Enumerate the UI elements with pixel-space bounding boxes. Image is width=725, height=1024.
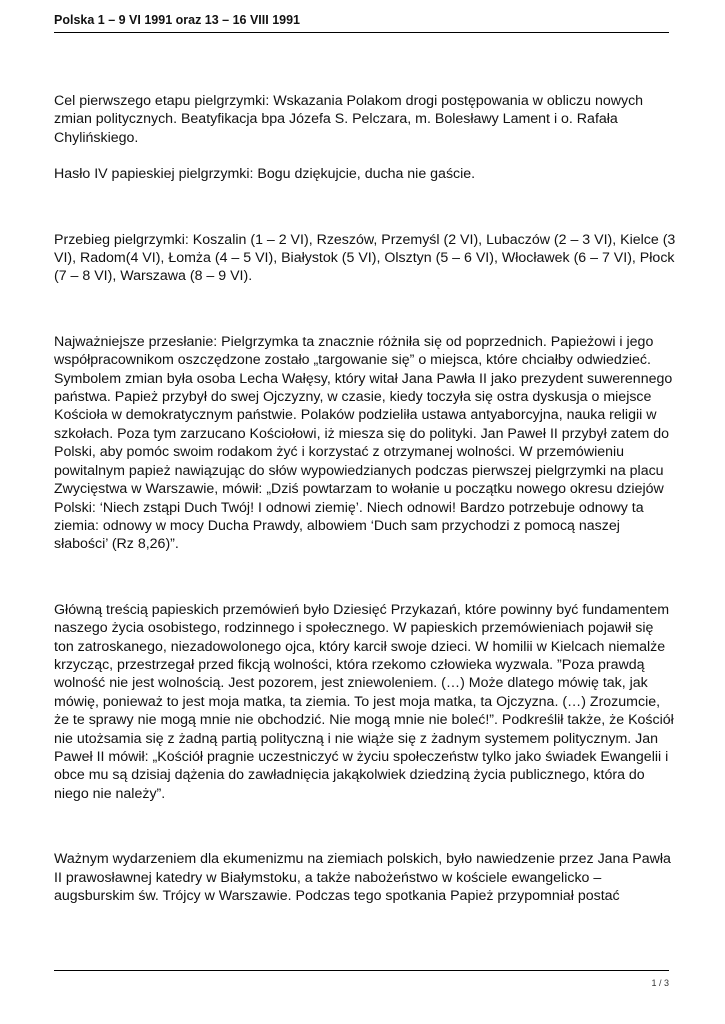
page-footer [54,970,669,989]
footer-divider [54,970,669,971]
paragraph-gap [54,554,676,601]
paragraph-goal: Cel pierwszego etapu pielgrzymki: Wskazania Polakom drogi postępowania w obliczu nowych zmian politycznych. Beatyfikacja bpa Józefa S. Pelczara, m. Bolesławy Lament i o. Rafała Chylińskiego. [54,93,644,146]
page-number: 1 / 3 [651,978,669,988]
paragraph-gap [54,147,676,165]
document-title: Polska 1 – 9 VI 1991 oraz 13 – 16 VIII 1991 [54,13,301,27]
paragraph-main-message: Najważniejsze przesłanie: Pielgrzymka ta znacznie różniła się od poprzednich. Papieżowi i jego współpracownikom oszczędzone zostało „targowanie się” o miejsca, które chciałby odwiedzieć. Symbolem zmian była osoba Lecha Wałęsy, który witał Jana Pawła II jako prezydent suwerennego państwa. Papież przybył do swej Ojczyzny, w czasie, kiedy toczyła się ostra dyskusja o miejsce Kościoła w demokratycznym państwie. Polaków podzieliła ustawa antyaborcyjna, nauka religii w szkołach. Poza tym zarzucano Kościołowi, iż miesza się do polityki. Jan Paweł II przybył zatem do Polski, aby pomóc swoim rodakom żyć i korzystać z otrzymanej wolności. W przemówieniu powitalnym papież nawiązując do słów wypowiedzianych podczas pierwszej pielgrzymki na placu Zwycięstwa w Warszawie, mówił: „Dziś powtarzam to wołanie u początku nowego okresu dziejów Polski: ‘Niech zstąpi Duch Twój! I odnowi ziemię’. Niech odnowi! Bardzo potrzebuje odnowy ta ziemia: odnowy w mocy Ducha Prawdy, albowiem ‘Duch sam przychodzi z pomocą naszej słabości’ (Rz 8,26)”. [54,333,673,553]
paragraph-itinerary: Przebieg pielgrzymki: Koszalin (1 – 2 VI), Rzeszów, Przemyśl (2 VI), Lubaczów (2 – 3 VI), Kielce (3 VI), Radom(4 VI), Łomża (4 – 5 VI), Białystok (5 VI), Olsztyn (5 – 6 VI), Włocławek (6 – 7 VI), Płock (7 – 8 VI), Warszawa (8 – 9 VI). [54,231,676,285]
paragraph-ten-commandments: Główną treścią papieskich przemówień było Dziesięć Przykazań, które powinny być fundamentem naszego życia osobistego, rodzinnego i społecznego. W papieskich przemówieniach pojawił się ton zatroskanego, niezadowolonego ojca, który karcił swoje dzieci. W homilii w Kielcach niemalże krzycząc, przestrzegał przed fikcją wolności, która rzekomo człowieka wyzwala. ”Poza prawdą wolność nie jest wolnością. Jest pozorem, jest zniewoleniem. (…) Może dlatego mówię tak, jak mówię, ponieważ to jest moja matka, ta ziemia. To jest moja matka, ta Ojczyzna. (…) Zrozumcie, że te sprawy nie mogą mnie nie obchodzić. Nie mogą mnie nie boleć!”. Podkreślił także, że Kościół nie utożsamia się z żadną partią polityczną i nie wiąże się z żadnym systemem politycznym. Jan Paweł II mówił: „Kościół pragnie uczestniczyć w życiu społeczeństw tylko jako świadek Ewangelii i obce mu są dzisiaj dążenia do zawładnięcia jakąkolwiek dziedziną życia publicznego, która do niego nie należy”. [54,601,674,802]
page-header [54,12,669,33]
header-divider [54,32,669,33]
paragraph-ecumenism: Ważnym wydarzeniem dla ekumenizmu na ziemiach polskich, było nawiedzenie przez Jana Pawła II prawosławnej katedry w Białymstoku, a także nabożeństwo w kościele ewangelicko – augsburskim św. Trójcy w Warszawie. Podczas tego spotkania Papież przypomniał postać [54,851,671,904]
paragraph-gap [54,286,676,333]
paragraph-motto: Hasło IV papieskiej pielgrzymki: Bogu dziękujcie, ducha nie gaście. [54,166,476,183]
paragraph-gap [54,184,676,231]
paragraph-gap [54,803,676,850]
document-body [54,92,676,905]
